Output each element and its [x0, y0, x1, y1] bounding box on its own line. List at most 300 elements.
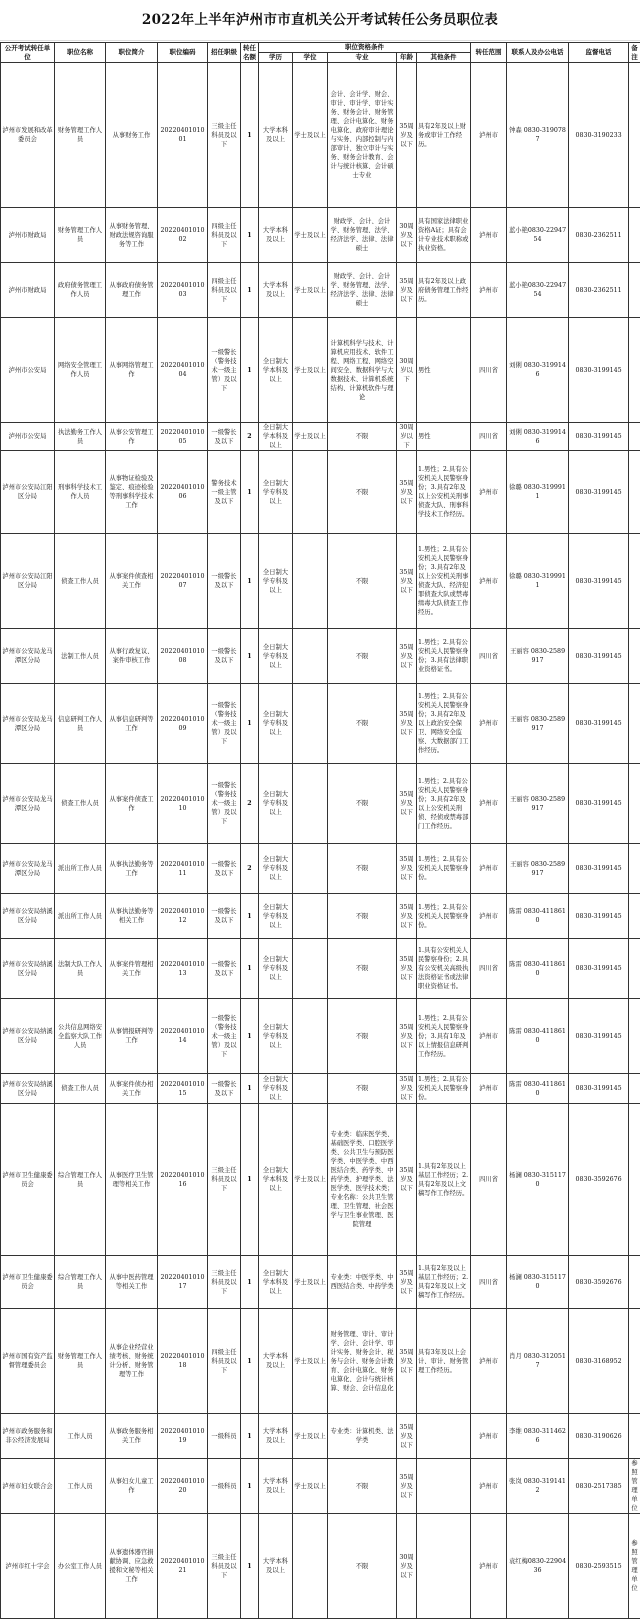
- age-cell: 35周岁及以下: [397, 764, 417, 844]
- unit-cell: 泸州市财政局: [1, 263, 55, 318]
- position-name-cell: 法制大队工作人员: [55, 939, 106, 999]
- scope-cell: 泸州市: [471, 894, 507, 939]
- age-cell: 35周岁及以下: [397, 939, 417, 999]
- other-conditions-cell: 1.男性；2.具有公安机关人民警察身份；3.具有1年及以上情报信息研判工作经历。: [417, 999, 471, 1074]
- age-cell: 35周岁及以下: [397, 263, 417, 318]
- contact-cell: 肖月 0830-3120517: [507, 1309, 569, 1414]
- quota-cell: 1: [241, 1414, 259, 1459]
- education-cell: 大学本科及以上: [259, 63, 293, 208]
- header-other: 其他条件: [417, 53, 471, 63]
- positions-table: [0, 42, 640, 1619]
- rank-cell: 一级警长及以下: [208, 844, 241, 894]
- contact-cell: 李维 0830-3114626: [507, 1414, 569, 1459]
- education-cell: 全日制大学本科及以上: [259, 1256, 293, 1309]
- position-name-cell: 工作人员: [55, 1459, 106, 1514]
- degree-cell: 学士及以上: [293, 423, 328, 451]
- position-desc-cell: 从事妇女儿童工作: [106, 1459, 158, 1514]
- position-code-cell: 2022040101008: [158, 629, 208, 684]
- contact-cell: 陈雷 0830-4118610: [507, 999, 569, 1074]
- contact-cell: 陈雷 0830-4118610: [507, 1074, 569, 1104]
- degree-cell: 学士及以上: [293, 208, 328, 263]
- quota-cell: 1: [241, 318, 259, 423]
- supervision-phone-cell: 0830-3190626: [569, 1414, 629, 1459]
- contact-cell: 王丽容 0830-2589917: [507, 844, 569, 894]
- education-cell: 大学本科及以上: [259, 263, 293, 318]
- other-conditions-cell: [417, 1414, 471, 1459]
- scope-cell: 泸州市: [471, 208, 507, 263]
- contact-cell: 刘俐 0830-3199146: [507, 318, 569, 423]
- unit-cell: 泸州市公安局龙马潭区分局: [1, 764, 55, 844]
- header-unit: 公开考试转任单位: [1, 43, 55, 63]
- degree-cell: [293, 844, 328, 894]
- position-code-cell: 2022040101015: [158, 1074, 208, 1104]
- other-conditions-cell: 1.男性；2.具有公安机关人民警察身份；3.具有2年及以上公安机关刑事侦查大队、经济犯罪侦查大队或禁毒缉毒大队侦查工作经历。: [417, 534, 471, 629]
- degree-cell: [293, 451, 328, 534]
- header-position-name: 职位名称: [55, 43, 106, 63]
- contact-cell: 杨澜 0830-3151170: [507, 1256, 569, 1309]
- table-row: [1, 764, 640, 844]
- header-major: 专业: [328, 53, 397, 63]
- education-cell: 大学本科及以上: [259, 1309, 293, 1414]
- education-cell: 全日制大学本科及以上: [259, 1104, 293, 1256]
- quota-cell: 1: [241, 1309, 259, 1414]
- position-desc-cell: 从事案件侦查工作: [106, 764, 158, 844]
- contact-cell: 蓝小艳0830-2294754: [507, 208, 569, 263]
- other-conditions-cell: 1.具有2年及以上基层工作经历；2.具有2年及以上文稿写作工作经历。: [417, 1104, 471, 1256]
- header-quota: 转任名额: [241, 43, 259, 63]
- other-conditions-cell: 1.男性；2.具有公安机关人民警察身份。: [417, 1074, 471, 1104]
- age-cell: 30周岁以下: [397, 423, 417, 451]
- position-desc-cell: 从事案件管理相关工作: [106, 939, 158, 999]
- age-cell: 30周岁以下: [397, 318, 417, 423]
- table-row: [1, 423, 640, 451]
- remarks-cell: 参照管理单位: [629, 1514, 640, 1619]
- header-supervision: 监督电话: [569, 43, 629, 63]
- table-row: [1, 1309, 640, 1414]
- table-row: [1, 999, 640, 1074]
- supervision-phone-cell: 0830-3199145: [569, 451, 629, 534]
- contact-cell: 钟森 0830-3190787: [507, 63, 569, 208]
- supervision-phone-cell: 0830-3199145: [569, 894, 629, 939]
- age-cell: 35周岁及以下: [397, 534, 417, 629]
- major-cell: 专业类：计算机类、法学类: [328, 1414, 397, 1459]
- age-cell: 35周岁及以下: [397, 1104, 417, 1256]
- scope-cell: 泸州市: [471, 1459, 507, 1514]
- position-code-cell: 2022040101021: [158, 1514, 208, 1619]
- remarks-cell: [629, 534, 640, 629]
- supervision-phone-cell: 0830-3199145: [569, 844, 629, 894]
- other-conditions-cell: 1.具有公安机关人民警察身份；2.具有公安机关高级执法资格证书或法律职业资格证书。: [417, 939, 471, 999]
- education-cell: 全日制大学专科及以上: [259, 451, 293, 534]
- position-code-cell: 2022040101002: [158, 208, 208, 263]
- rank-cell: 一级警长及以下: [208, 423, 241, 451]
- age-cell: 35周岁及以下: [397, 1414, 417, 1459]
- table-body: [1, 63, 640, 1619]
- scope-cell: 泸州市: [471, 844, 507, 894]
- header-scope: 转任范围: [471, 43, 507, 63]
- position-name-cell: 派出所工作人员: [55, 844, 106, 894]
- major-cell: 不限: [328, 764, 397, 844]
- degree-cell: 学士及以上: [293, 1104, 328, 1256]
- table-row: [1, 684, 640, 764]
- quota-cell: 1: [241, 451, 259, 534]
- position-code-cell: 2022040101004: [158, 318, 208, 423]
- position-name-cell: 信息研判工作人员: [55, 684, 106, 764]
- position-desc-cell: 从事医疗卫生管理等相关工作: [106, 1104, 158, 1256]
- education-cell: 全日制大学本科及以上: [259, 423, 293, 451]
- scope-cell: 泸州市: [471, 1414, 507, 1459]
- scope-cell: 泸州市: [471, 63, 507, 208]
- position-desc-cell: 从事案件侦查相关工作: [106, 534, 158, 629]
- quota-cell: 1: [241, 939, 259, 999]
- scope-cell: 泸州市: [471, 263, 507, 318]
- unit-cell: 泸州市公安局纳溪区分局: [1, 999, 55, 1074]
- quota-cell: 1: [241, 999, 259, 1074]
- education-cell: 大学本科及以上: [259, 208, 293, 263]
- other-conditions-cell: 1.男性；2.具有公安机关人民警察身份；3.具有法律职业资格证书。: [417, 629, 471, 684]
- position-name-cell: 侦查工作人员: [55, 764, 106, 844]
- age-cell: 35周岁及以下: [397, 1256, 417, 1309]
- position-desc-cell: 从事行政复议、案件审核工作: [106, 629, 158, 684]
- remarks-cell: [629, 1256, 640, 1309]
- major-cell: 专业类：中医学类、中西医结合类、中药学类: [328, 1256, 397, 1309]
- education-cell: 全日制大学专科及以上: [259, 684, 293, 764]
- education-cell: 大学本科及以上: [259, 1459, 293, 1514]
- header-contact: 联系人及办公电话: [507, 43, 569, 63]
- position-desc-cell: 从事执法勤务等工作: [106, 844, 158, 894]
- degree-cell: 学士及以上: [293, 1459, 328, 1514]
- page-title: 2022年上半年泸州市市直机关公开考试转任公务员职位表: [0, 0, 640, 41]
- remarks-cell: [629, 894, 640, 939]
- contact-cell: 刘俐 0830-3199146: [507, 423, 569, 451]
- age-cell: 35周岁及以下: [397, 451, 417, 534]
- position-code-cell: 2022040101010: [158, 764, 208, 844]
- degree-cell: 学士及以上: [293, 1414, 328, 1459]
- position-desc-cell: 从事执法勤务等相关工作: [106, 894, 158, 939]
- education-cell: 全日制大学专科及以上: [259, 534, 293, 629]
- position-desc-cell: 从事政府债务管理工作: [106, 263, 158, 318]
- remarks-cell: [629, 263, 640, 318]
- position-code-cell: 2022040101011: [158, 844, 208, 894]
- rank-cell: 一级警长及以下: [208, 939, 241, 999]
- position-code-cell: 2022040101012: [158, 894, 208, 939]
- unit-cell: 泸州市公安局江阳区分局: [1, 451, 55, 534]
- unit-cell: 泸州市妇女联合会: [1, 1459, 55, 1514]
- quota-cell: 2: [241, 844, 259, 894]
- table-header: [1, 43, 640, 63]
- other-conditions-cell: 1.男性；2.具有公安机关人民警察身份。: [417, 844, 471, 894]
- position-name-cell: 工作人员: [55, 1414, 106, 1459]
- contact-cell: 王丽容 0830-2589917: [507, 684, 569, 764]
- quota-cell: 1: [241, 263, 259, 318]
- position-desc-cell: 从事案件侦办相关工作: [106, 1074, 158, 1104]
- supervision-phone-cell: 0830-3199145: [569, 999, 629, 1074]
- rank-cell: 四级主任科员及以下: [208, 263, 241, 318]
- position-code-cell: 2022040101001: [158, 63, 208, 208]
- other-conditions-cell: [417, 1514, 471, 1619]
- degree-cell: [293, 684, 328, 764]
- unit-cell: 泸州市卫生健康委员会: [1, 1256, 55, 1309]
- position-code-cell: 2022040101016: [158, 1104, 208, 1256]
- position-name-cell: 法制工作人员: [55, 629, 106, 684]
- rank-cell: 三级主任科员及以下: [208, 1104, 241, 1256]
- contact-cell: 陈雷 0830-4118610: [507, 894, 569, 939]
- age-cell: 30周岁及以下: [397, 1514, 417, 1619]
- other-conditions-cell: 1.男性；2.具有公安机关人民警察身份。: [417, 894, 471, 939]
- scope-cell: 四川省: [471, 1256, 507, 1309]
- table-row: [1, 318, 640, 423]
- degree-cell: [293, 534, 328, 629]
- quota-cell: 1: [241, 629, 259, 684]
- degree-cell: 学士及以上: [293, 63, 328, 208]
- education-cell: 全日制大学本科及以上: [259, 318, 293, 423]
- rank-cell: 四级主任科员及以下: [208, 208, 241, 263]
- table-row: [1, 1256, 640, 1309]
- remarks-cell: [629, 1309, 640, 1414]
- rank-cell: 三级主任科员及以下: [208, 1514, 241, 1619]
- scope-cell: 泸州市: [471, 764, 507, 844]
- remarks-cell: [629, 844, 640, 894]
- major-cell: 财政学、会计、会计学、财务管理、法学、经济法学、法律、法律硕士: [328, 263, 397, 318]
- position-code-cell: 2022040101018: [158, 1309, 208, 1414]
- position-desc-cell: 从事网络管理工作: [106, 318, 158, 423]
- contact-cell: 陈雷 0830-4118610: [507, 939, 569, 999]
- major-cell: 不限: [328, 939, 397, 999]
- table-row: [1, 844, 640, 894]
- age-cell: 35周岁及以下: [397, 684, 417, 764]
- degree-cell: [293, 629, 328, 684]
- other-conditions-cell: 1.男性；2.具有公安机关人民警察身份；3.具有2年及以上公安机关刑侦、经侦或禁毒部门工作经历。: [417, 764, 471, 844]
- scope-cell: 四川省: [471, 939, 507, 999]
- rank-cell: 一级警长（警务技术一级主管）及以下: [208, 684, 241, 764]
- position-name-cell: 财务管理工作人员: [55, 1309, 106, 1414]
- education-cell: 大学本科及以上: [259, 1514, 293, 1619]
- unit-cell: 泸州市发展和改革委员会: [1, 63, 55, 208]
- position-desc-cell: 从事财务管理、财政法规咨询服务等工作: [106, 208, 158, 263]
- supervision-phone-cell: 0830-3190233: [569, 63, 629, 208]
- supervision-phone-cell: 0830-3199145: [569, 684, 629, 764]
- unit-cell: 泸州市公安局龙马潭区分局: [1, 684, 55, 764]
- major-cell: 不限: [328, 844, 397, 894]
- supervision-phone-cell: 0830-3199145: [569, 629, 629, 684]
- table-row: [1, 1074, 640, 1104]
- position-desc-cell: 从事企业经营业绩考核、财务统计分析、财务管理等工作: [106, 1309, 158, 1414]
- position-desc-cell: 从事遗体器官捐献协调、应急救援和文秘等相关工作: [106, 1514, 158, 1619]
- remarks-cell: [629, 208, 640, 263]
- position-name-cell: 执法勤务工作人员: [55, 423, 106, 451]
- contact-cell: 蓝小艳0830-2294754: [507, 263, 569, 318]
- other-conditions-cell: 1.男性；2.具有公安机关人民警察身份；3.具有2年及以上公安机关刑事侦查大队、刑事科学技术工作经历。: [417, 451, 471, 534]
- education-cell: 全日制大学专科及以上: [259, 764, 293, 844]
- remarks-cell: [629, 1074, 640, 1104]
- quota-cell: 1: [241, 894, 259, 939]
- major-cell: 不限: [328, 423, 397, 451]
- table-row: [1, 63, 640, 208]
- unit-cell: 泸州市公安局纳溪区分局: [1, 894, 55, 939]
- other-conditions-cell: 具有2年及以上财务或审计工作经历。: [417, 63, 471, 208]
- scope-cell: 泸州市: [471, 1514, 507, 1619]
- degree-cell: 学士及以上: [293, 263, 328, 318]
- position-code-cell: 2022040101007: [158, 534, 208, 629]
- rank-cell: 一级警长（警务技术一级主管）及以下: [208, 318, 241, 423]
- major-cell: 不限: [328, 534, 397, 629]
- position-name-cell: 财务管理工作人员: [55, 208, 106, 263]
- header-position-desc: 职位简介: [106, 43, 158, 63]
- position-name-cell: 办公室工作人员: [55, 1514, 106, 1619]
- table-row: [1, 1459, 640, 1514]
- scope-cell: 泸州市: [471, 999, 507, 1074]
- position-code-cell: 2022040101013: [158, 939, 208, 999]
- header-age: 年龄: [397, 53, 417, 63]
- supervision-phone-cell: 0830-3199145: [569, 939, 629, 999]
- table-row: [1, 629, 640, 684]
- quota-cell: 1: [241, 208, 259, 263]
- education-cell: 全日制大学专科及以上: [259, 894, 293, 939]
- education-cell: 全日制大学专科及以上: [259, 999, 293, 1074]
- remarks-cell: [629, 318, 640, 423]
- position-name-cell: 侦查工作人员: [55, 1074, 106, 1104]
- other-conditions-cell: 具有2年及以上政府债务管理工作经历。: [417, 263, 471, 318]
- table-row: [1, 534, 640, 629]
- unit-cell: 泸州市公安局纳溪区分局: [1, 1074, 55, 1104]
- remarks-cell: [629, 1414, 640, 1459]
- position-name-cell: 政府债务管理工作人员: [55, 263, 106, 318]
- header-qualifications: 职位资格条件: [259, 43, 471, 53]
- quota-cell: 1: [241, 1104, 259, 1256]
- unit-cell: 泸州市公安局: [1, 318, 55, 423]
- rank-cell: 一级警长及以下: [208, 629, 241, 684]
- remarks-cell: [629, 451, 640, 534]
- scope-cell: 泸州市: [471, 1309, 507, 1414]
- position-code-cell: 2022040101005: [158, 423, 208, 451]
- position-name-cell: 公共信息网络安全监察大队工作人员: [55, 999, 106, 1074]
- unit-cell: 泸州市公安局江阳区分局: [1, 534, 55, 629]
- other-conditions-cell: 男性: [417, 318, 471, 423]
- unit-cell: 泸州市红十字会: [1, 1514, 55, 1619]
- rank-cell: 一级科员: [208, 1414, 241, 1459]
- age-cell: 35周岁及以下: [397, 894, 417, 939]
- major-cell: 会计、会计学、财会、审计、审计学、审计实务、财务会计、财务管理、会计电算化、财务电算化、政府审计理论与实务、内部控制与内部审计、独立审计与实务、财务会计教育、会计与统计核算、会计硕士专业: [328, 63, 397, 208]
- table-row: [1, 1514, 640, 1619]
- supervision-phone-cell: 0830-3592676: [569, 1104, 629, 1256]
- position-desc-cell: 从事信息研判等工作: [106, 684, 158, 764]
- supervision-phone-cell: 0830-2593515: [569, 1514, 629, 1619]
- other-conditions-cell: [417, 1459, 471, 1514]
- other-conditions-cell: 男性: [417, 423, 471, 451]
- position-desc-cell: 从事情报研判等工作: [106, 999, 158, 1074]
- remarks-cell: [629, 764, 640, 844]
- age-cell: 30周岁及以下: [397, 208, 417, 263]
- quota-cell: 1: [241, 534, 259, 629]
- position-code-cell: 2022040101014: [158, 999, 208, 1074]
- position-name-cell: 刑事科学技术工作人员: [55, 451, 106, 534]
- education-cell: 全日制大学专科及以上: [259, 629, 293, 684]
- position-name-cell: 财务管理工作人员: [55, 63, 106, 208]
- contact-cell: 杨澜 0830-3151170: [507, 1104, 569, 1256]
- remarks-cell: [629, 1104, 640, 1256]
- supervision-phone-cell: 0830-3199145: [569, 1074, 629, 1104]
- header-education: 学历: [259, 53, 293, 63]
- position-name-cell: 综合管理工作人员: [55, 1104, 106, 1256]
- table-row: [1, 208, 640, 263]
- quota-cell: 1: [241, 1256, 259, 1309]
- age-cell: 35周岁及以下: [397, 629, 417, 684]
- quota-cell: 1: [241, 1074, 259, 1104]
- degree-cell: 学士及以上: [293, 318, 328, 423]
- degree-cell: [293, 999, 328, 1074]
- position-name-cell: 网络安全管理工作人员: [55, 318, 106, 423]
- major-cell: 不限: [328, 999, 397, 1074]
- table-row: [1, 1104, 640, 1256]
- major-cell: 不限: [328, 1459, 397, 1514]
- major-cell: 不限: [328, 1074, 397, 1104]
- unit-cell: 泸州市政务服务和非公经济发展局: [1, 1414, 55, 1459]
- age-cell: 35周岁及以下: [397, 1459, 417, 1514]
- age-cell: 35周岁及以下: [397, 1309, 417, 1414]
- position-code-cell: 2022040101009: [158, 684, 208, 764]
- contact-cell: 袁红梅0830-2290436: [507, 1514, 569, 1619]
- scope-cell: 泸州市: [471, 534, 507, 629]
- education-cell: 大学本科及以上: [259, 1414, 293, 1459]
- rank-cell: 一级警长及以下: [208, 894, 241, 939]
- major-cell: 财务管理、审计、审计学、会计、会计学、审计实务、财务会计、税务与会计、财务会计教育、会计电算化、财务电算化、会计与统计核算、财会、会计信息化: [328, 1309, 397, 1414]
- other-conditions-cell: 具有国家法律职业资格A证；具有会计专业技术职称或执业资格。: [417, 208, 471, 263]
- degree-cell: [293, 1074, 328, 1104]
- rank-cell: 警务技术一级主管及以下: [208, 451, 241, 534]
- remarks-cell: [629, 629, 640, 684]
- position-code-cell: 2022040101003: [158, 263, 208, 318]
- position-desc-cell: 从事中医药管理等相关工作: [106, 1256, 158, 1309]
- degree-cell: [293, 939, 328, 999]
- position-desc-cell: 从事公安管理工作: [106, 423, 158, 451]
- position-code-cell: 2022040101006: [158, 451, 208, 534]
- remarks-cell: [629, 684, 640, 764]
- rank-cell: 四级主任科员及以下: [208, 1309, 241, 1414]
- rank-cell: 三级主任科员及以下: [208, 63, 241, 208]
- contact-cell: 张岚 0830-3191412: [507, 1459, 569, 1514]
- unit-cell: 泸州市公安局: [1, 423, 55, 451]
- quota-cell: 1: [241, 1459, 259, 1514]
- unit-cell: 泸州市卫生健康委员会: [1, 1104, 55, 1256]
- supervision-phone-cell: 0830-2362511: [569, 208, 629, 263]
- table-row: [1, 939, 640, 999]
- quota-cell: 1: [241, 63, 259, 208]
- position-desc-cell: 从事财务工作: [106, 63, 158, 208]
- scope-cell: 四川省: [471, 1104, 507, 1256]
- unit-cell: 泸州市公安局纳溪区分局: [1, 939, 55, 999]
- rank-cell: 一级警长及以下: [208, 1074, 241, 1104]
- contact-cell: 徐璐 0830-3199911: [507, 534, 569, 629]
- position-code-cell: 2022040101017: [158, 1256, 208, 1309]
- major-cell: 不限: [328, 451, 397, 534]
- unit-cell: 泸州市公安局龙马潭区分局: [1, 629, 55, 684]
- supervision-phone-cell: 0830-3199145: [569, 764, 629, 844]
- major-cell: 不限: [328, 894, 397, 939]
- quota-cell: 1: [241, 684, 259, 764]
- supervision-phone-cell: 0830-3199145: [569, 318, 629, 423]
- rank-cell: 一级警长（警务技术一级主管）及以下: [208, 999, 241, 1074]
- header-degree: 学位: [293, 53, 328, 63]
- header-rank: 招任职级: [208, 43, 241, 63]
- supervision-phone-cell: 0830-2362511: [569, 263, 629, 318]
- major-cell: 财政学、会计、会计学、财务管理、法学、经济法学、法律、法律硕士: [328, 208, 397, 263]
- header-position-code: 职位编码: [158, 43, 208, 63]
- scope-cell: 泸州市: [471, 1074, 507, 1104]
- age-cell: 35周岁及以下: [397, 844, 417, 894]
- table-row: [1, 1414, 640, 1459]
- quota-cell: 2: [241, 423, 259, 451]
- age-cell: 35周岁及以下: [397, 999, 417, 1074]
